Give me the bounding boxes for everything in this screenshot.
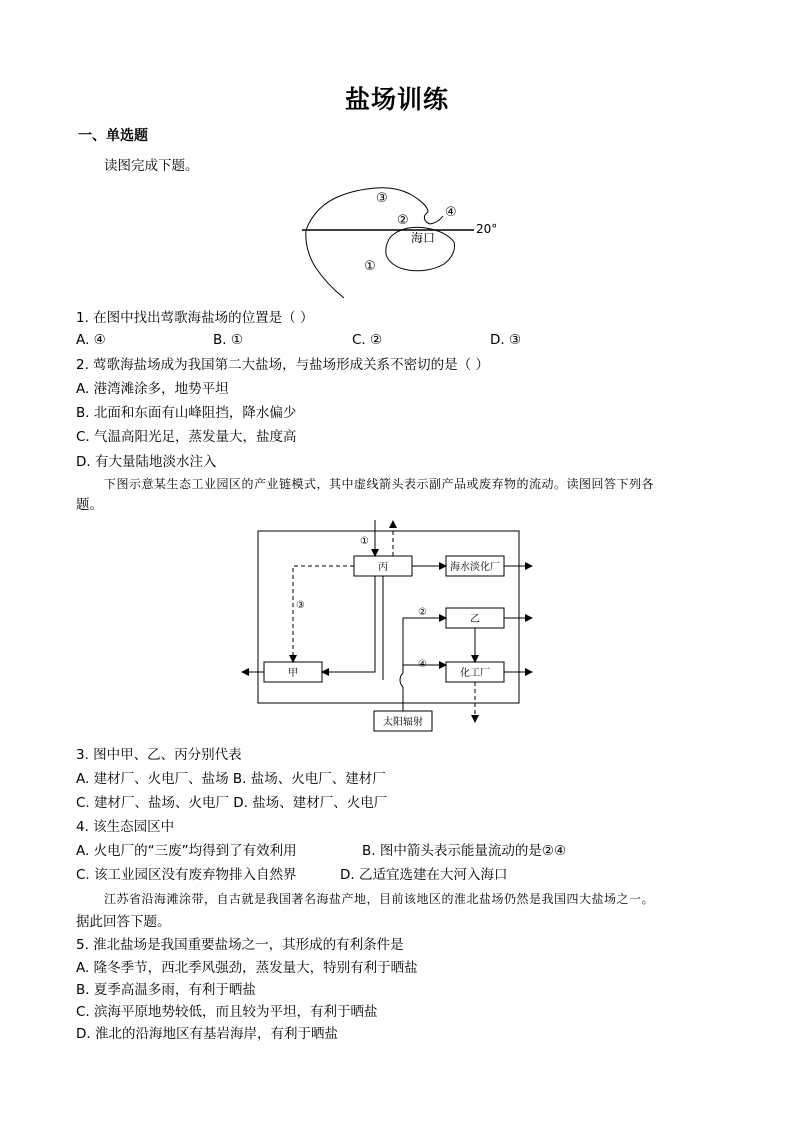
intro-text-2-line2: 题。: [76, 497, 103, 513]
map-label-2: ②: [397, 213, 409, 228]
industrial-chain-diagram: [236, 515, 556, 735]
label-n3: ③: [296, 600, 305, 611]
label-yi: 乙: [470, 614, 480, 625]
map-label-3: ③: [376, 191, 388, 206]
q1-stem: 1. 在图中找出莺歌海盐场的位置是（ ）: [76, 310, 314, 326]
map-label-haikou: 海口: [411, 231, 436, 245]
q1-option-a[interactable]: A. ④: [76, 332, 106, 348]
q2-option-a[interactable]: A. 港湾滩涂多，地势平坦: [76, 381, 229, 397]
q2-option-c[interactable]: C. 气温高阳光足，蒸发量大，盐度高: [76, 429, 297, 445]
intro-text-2-line1: 下图示意某生态工业园区的产业链模式，其中虚线箭头表示副产品或废弃物的流动。读图回答下列各: [104, 477, 655, 491]
section-heading: 一、单选题: [78, 128, 148, 144]
q4-option-d[interactable]: D. 乙适宜选建在大河入海口: [340, 867, 508, 883]
map-label-4: ④: [445, 205, 457, 220]
q3-options-row2[interactable]: C. 建材厂、盐场、火电厂 D. 盐场、建材厂、火电厂: [76, 795, 388, 811]
q2-stem: 2. 莺歌海盐场成为我国第二大盐场，与盐场形成关系不密切的是（ ）: [76, 357, 489, 373]
intro-text-3-line2: 据此回答下题。: [76, 914, 171, 930]
label-bing: 丙: [378, 562, 388, 573]
q5-option-d[interactable]: D. 淮北的沿海地区有基岩海岸，有利于晒盐: [76, 1026, 338, 1042]
intro-text-1: 读图完成下题。: [104, 158, 199, 174]
q1-option-b[interactable]: B. ①: [213, 332, 243, 348]
label-n2: ②: [418, 607, 427, 618]
page-title: 盐场训练: [344, 85, 449, 114]
q2-option-b[interactable]: B. 北面和东面有山峰阻挡，降水偏少: [76, 405, 297, 421]
intro-text-3-line1: 江苏省沿海滩涂带，自古就是我国著名海盐产地，目前该地区的淮北盐场仍然是我国四大盐场之一。: [104, 892, 655, 906]
map-figure: [296, 186, 506, 304]
map-label-1: ①: [364, 259, 376, 274]
q4-option-a[interactable]: A. 火电厂的“三废”均得到了有效利用: [76, 843, 297, 859]
label-sun: 太阳辐射: [383, 717, 423, 728]
label-n1: ①: [360, 536, 369, 547]
label-jia: 甲: [288, 668, 298, 679]
label-chem: 化工厂: [460, 668, 490, 679]
q5-stem: 5. 淮北盐场是我国重要盐场之一，其形成的有利条件是: [76, 937, 404, 953]
q3-stem: 3. 图中甲、乙、丙分别代表: [76, 747, 242, 763]
q5-option-c[interactable]: C. 滨海平原地势较低，而且较为平坦，有利于晒盐: [76, 1004, 378, 1020]
q3-options-row1[interactable]: A. 建材厂、火电厂、盐场 B. 盐场、火电厂、建材厂: [76, 771, 386, 787]
q4-option-b[interactable]: B. 图中箭头表示能量流动的是②④: [362, 843, 567, 859]
q4-stem: 4. 该生态园区中: [76, 819, 175, 835]
label-n4: ④: [418, 659, 427, 670]
q4-options-row1: [76, 841, 716, 861]
q4-options-row2: [76, 865, 716, 885]
mainland-coast: [306, 188, 443, 230]
q2-option-d[interactable]: D. 有大量陆地淡水注入: [76, 454, 217, 470]
q5-option-a[interactable]: A. 隆冬季节，西北季风强劲，蒸发量大，特别有利于晒盐: [76, 960, 418, 976]
q1-option-d[interactable]: D. ③: [490, 332, 522, 348]
q5-option-b[interactable]: B. 夏季高温多雨，有利于晒盐: [76, 982, 256, 998]
q1-options: [76, 330, 676, 350]
peninsula-coast: [306, 230, 344, 298]
map-label-20-degree: 20°: [476, 222, 498, 236]
q1-option-c[interactable]: C. ②: [352, 332, 383, 348]
q4-option-c[interactable]: C. 该工业园区没有废弃物排入自然界: [76, 867, 297, 883]
label-desal: 海水淡化厂: [450, 562, 500, 573]
